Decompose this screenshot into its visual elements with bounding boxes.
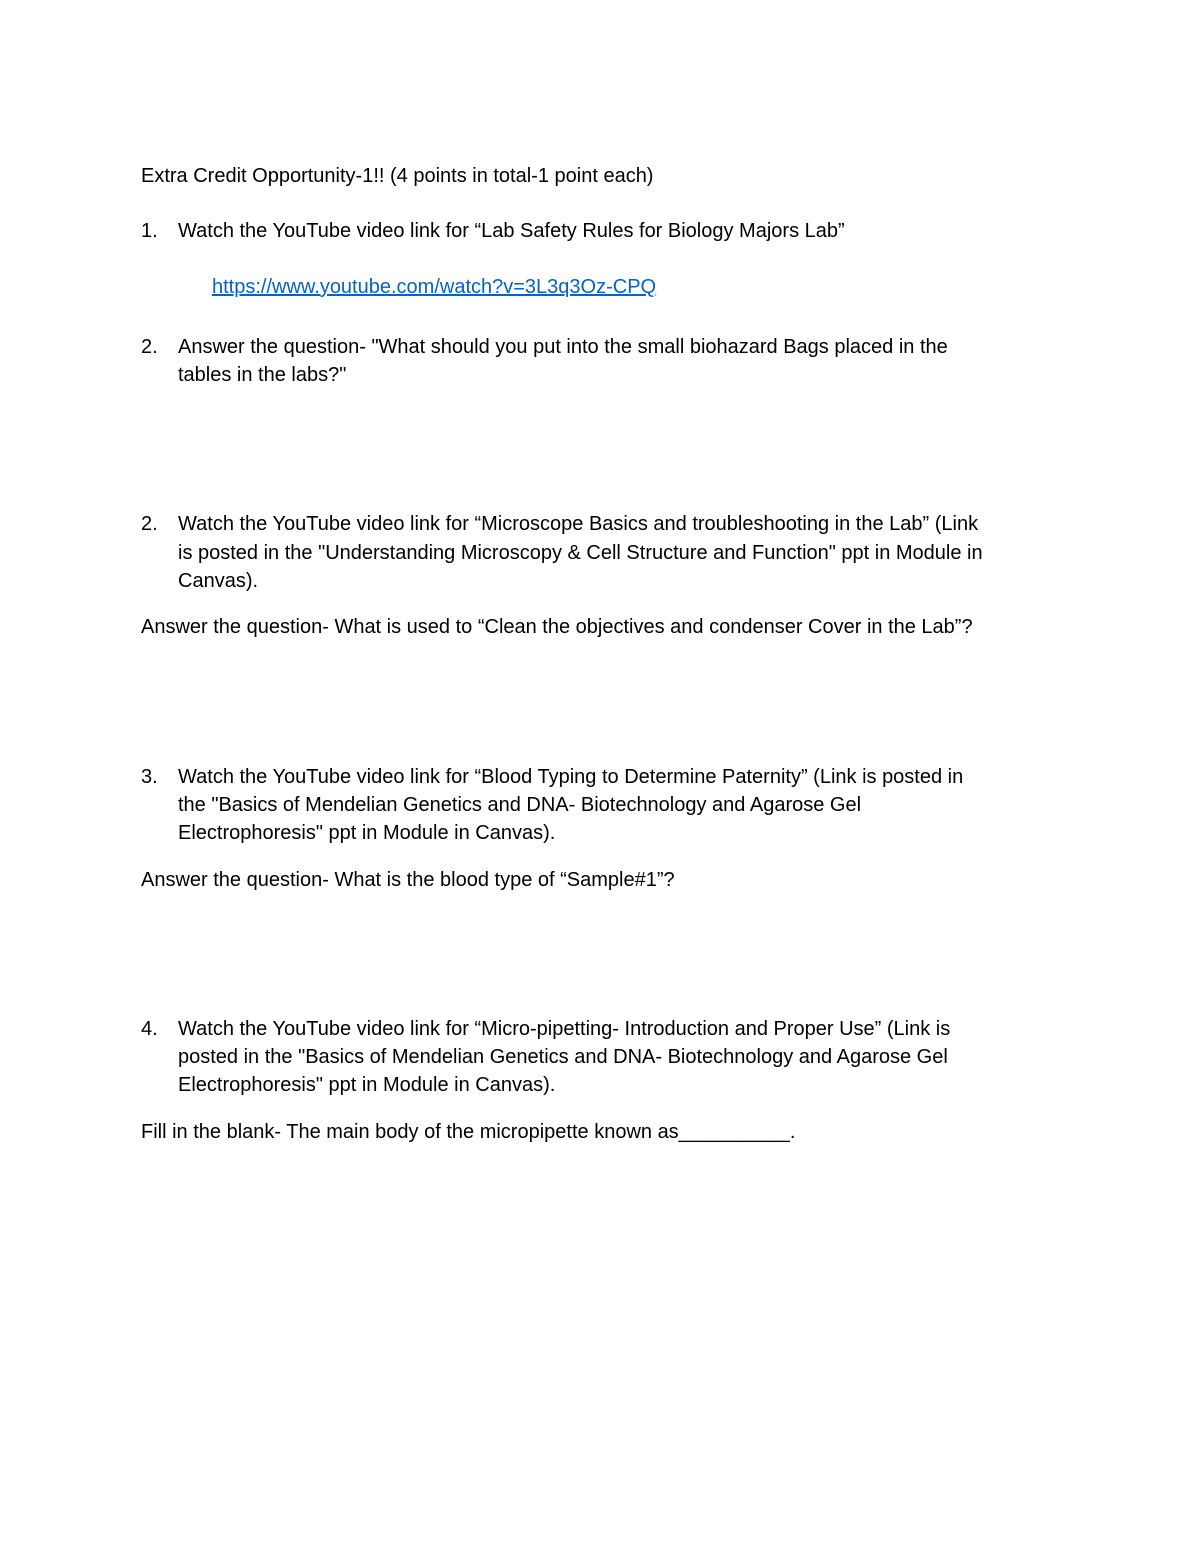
- item-5-line-3: Electrophoresis" ppt in Module in Canvas).: [178, 1074, 556, 1096]
- item-3-line-2: is posted in the "Understanding Microscopy & Cell Structure and Function" ppt in Module in: [178, 542, 983, 564]
- item-3-line-1: Watch the YouTube video link for “Microscope Basics and troubleshooting in the Lab” (Link: [178, 513, 979, 535]
- youtube-link[interactable]: https://www.youtube.com/watch?v=3L3q3Oz-CPQ: [212, 276, 657, 298]
- document-title: Extra Credit Opportunity-1!! (4 points in total-1 point each): [141, 165, 654, 187]
- item-3-question: Answer the question- What is used to “Clean the objectives and condenser Cover in the Lab”?: [141, 616, 973, 638]
- item-3-line-3: Canvas).: [178, 570, 259, 592]
- item-2-line-2: tables in the labs?": [178, 364, 347, 386]
- item-5-number: 4.: [141, 1018, 158, 1040]
- item-4-number: 3.: [141, 766, 158, 788]
- item-1-line-1: Watch the YouTube video link for “Lab Safety Rules for Biology Majors Lab”: [178, 220, 845, 242]
- item-3-number: 2.: [141, 513, 158, 535]
- item-5-line-2: posted in the "Basics of Mendelian Genetics and DNA- Biotechnology and Agarose Gel: [178, 1046, 948, 1068]
- item-4-line-3: Electrophoresis" ppt in Module in Canvas).: [178, 822, 556, 844]
- item-5-question: Fill in the blank- The main body of the micropipette known as__________.: [141, 1121, 796, 1143]
- item-4-line-2: the "Basics of Mendelian Genetics and DNA- Biotechnology and Agarose Gel: [178, 794, 862, 816]
- item-2-number: 2.: [141, 336, 158, 358]
- item-4-line-1: Watch the YouTube video link for “Blood Typing to Determine Paternity” (Link is posted in: [178, 766, 964, 788]
- item-2-line-1: Answer the question- "What should you put into the small biohazard Bags placed in the: [178, 336, 948, 358]
- item-5-line-1: Watch the YouTube video link for “Micro-pipetting- Introduction and Proper Use” (Link is: [178, 1018, 951, 1040]
- item-4-question: Answer the question- What is the blood type of “Sample#1”?: [141, 869, 675, 891]
- item-1-number: 1.: [141, 220, 158, 242]
